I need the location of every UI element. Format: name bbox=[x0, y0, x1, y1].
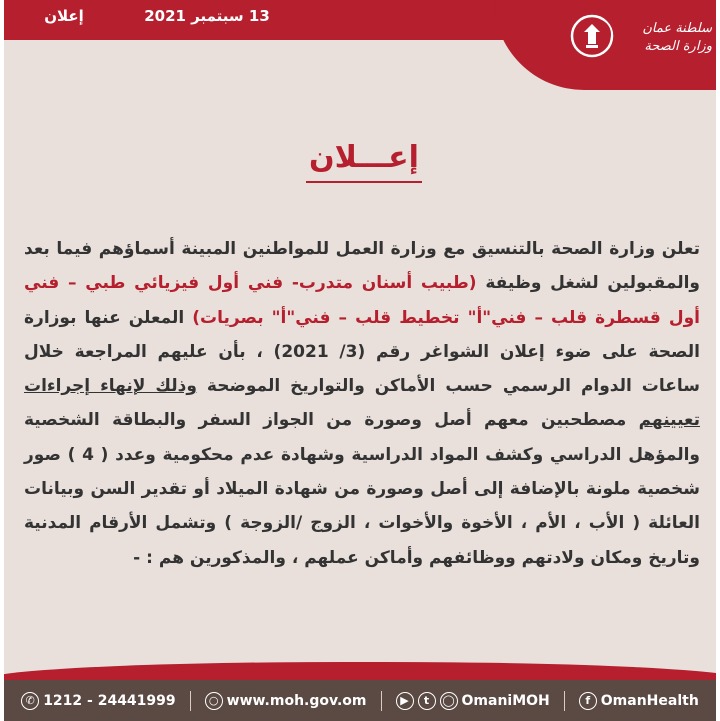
globe-icon: ○ bbox=[205, 692, 223, 710]
footer-divider bbox=[381, 691, 382, 711]
body-part-1: تعلن وزارة الصحة بالتنسيق مع وزارة العمل للمواطنين المبينة أسماؤهم فيما بعد والمقبولين لشغل وظيفة bbox=[24, 239, 700, 294]
title-underline bbox=[306, 181, 422, 183]
underlined-phrase: وذلك لإنهاء إجراءات تعيينهم bbox=[24, 376, 700, 431]
instagram-icon: ◯ bbox=[440, 692, 458, 710]
footer-phone[interactable] bbox=[21, 692, 175, 710]
logo-line-2: وزارة الصحة bbox=[644, 39, 712, 54]
youtube-icon: ▶ bbox=[396, 692, 414, 710]
announcement-tag: إعلان bbox=[44, 7, 84, 25]
body-part-5: مصطحبين معهم أصل وصورة من الجواز السفر والبطاقة الشخصية والمؤهل الدراسي وكشف المواد الدراسية وشهادة عدم محكومية وعدد ( 4 ) صور شخصية ملونة بالإضافة إلى أصل وصورة من شهادة الميلاد أو تقدير السن وبيانات العائلة ( الأب ، الأم ، الأخوة والأخوات ، الزوج /الزوجة ) وتشمل الأرقام المدنية وتاريخ ومكان ولادتهم ووظائفهم وأماكن عملهم ، والمذكورين هم : - bbox=[24, 410, 700, 568]
facebook-handle: OmanHealth bbox=[600, 692, 699, 709]
footer-divider bbox=[190, 691, 191, 711]
facebook-icon: f bbox=[579, 692, 597, 710]
twitter-icon: t bbox=[418, 692, 436, 710]
footer-divider bbox=[564, 691, 565, 711]
website-url: www.moh.gov.om bbox=[226, 692, 367, 709]
footer-contact-bar bbox=[4, 680, 716, 721]
logo-line-1: سلطنة عمان bbox=[642, 21, 712, 36]
body-part-3: المعلن عنها بوزارة الصحة على ضوء إعلان الشواغر رقم (3/ 2021) ، بأن عليهم المراجعة خلال ساعات الدوام الرسمي حسب الأماكن والتواريخ الموضحة bbox=[24, 307, 700, 397]
announcement-body bbox=[24, 232, 700, 575]
footer-website[interactable] bbox=[205, 692, 367, 710]
footer-social[interactable] bbox=[396, 692, 550, 710]
phone-icon: ✆ bbox=[21, 692, 39, 710]
social-handle: OmaniMOH bbox=[461, 692, 550, 709]
ministry-emblem-icon bbox=[570, 14, 614, 58]
footer-facebook[interactable] bbox=[579, 692, 699, 710]
ministry-logo-text bbox=[616, 20, 712, 56]
page-title: إعـــلان bbox=[309, 140, 419, 175]
job-titles-highlight: (طبيب أسنان متدرب- فني أول فيزيائي طبي – فني أول قسطرة قلب – فني"أ" تخطيط قلب – فني"أ" بصريات) bbox=[24, 273, 700, 328]
phone-number: 1212 - 24441999 bbox=[43, 692, 176, 709]
announcement-card bbox=[4, 0, 716, 721]
announcement-date: 13 سبتمبر 2021 bbox=[144, 7, 270, 25]
